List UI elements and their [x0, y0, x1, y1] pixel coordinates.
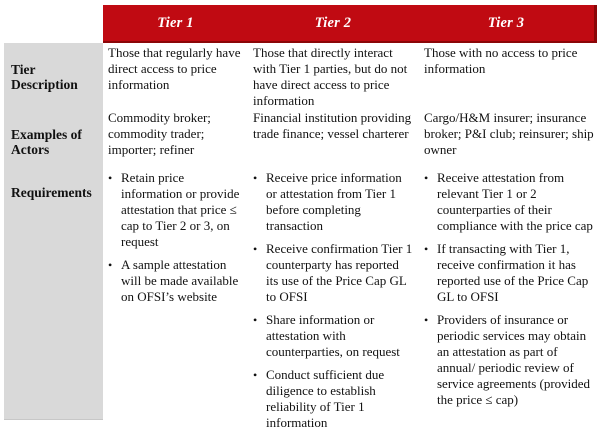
- tier3-requirements-list: [424, 170, 595, 408]
- tier2-requirements-list: [253, 170, 413, 431]
- header-cell-tier-3: Tier 3: [487, 14, 525, 31]
- requirement-text: Receive confirmation Tier 1 counterparty has reported its use of the Price Cap GL to OFSI: [266, 241, 413, 304]
- list-item: [253, 241, 413, 305]
- requirement-text: Conduct sufficient due diligence to establish reliability of Tier 1 information: [266, 367, 385, 430]
- list-item: [253, 312, 413, 360]
- list-item: [424, 170, 595, 234]
- tier2-requirements-cell: [248, 168, 418, 430]
- requirement-text: Retain price information or provide attestation that price ≤ cap to Tier 2 or 3, on request: [121, 170, 240, 249]
- bullet-icon: •: [253, 171, 258, 185]
- table-body: [4, 43, 597, 430]
- tier1-requirements-cell: [103, 168, 248, 420]
- bullet-icon: •: [253, 242, 258, 256]
- tier1-requirements-list: [108, 170, 241, 305]
- row-label-tier-description: Tier Description: [4, 43, 103, 108]
- row-label-requirements: Requirements: [4, 168, 103, 420]
- requirement-text: Receive price information or attestation from Tier 1 before completing transaction: [266, 170, 402, 233]
- bullet-icon: •: [108, 258, 113, 272]
- table-header-row: [103, 5, 597, 43]
- requirement-text: Share information or attestation with counterparties, on request: [266, 312, 400, 359]
- list-item: [253, 367, 413, 431]
- bullet-icon: •: [253, 313, 258, 327]
- bullet-icon: •: [424, 171, 429, 185]
- tier3-actors-cell: Cargo/H&M insurer; insurance broker; P&I club; reinsurer; ship owner: [424, 110, 594, 157]
- requirement-text: Receive attestation from relevant Tier 1 or 2 counterparties of their compliance with the price cap: [437, 170, 593, 233]
- row-label-examples-of-actors: Examples of Actors: [4, 108, 103, 168]
- requirement-text: A sample attestation will be made available on OFSI’s website: [121, 257, 239, 304]
- bullet-icon: •: [253, 368, 258, 382]
- tier1-description-cell: Those that regularly have direct access to price information: [108, 45, 241, 92]
- tier1-actors-cell: Commodity broker; commodity trader; importer; refiner: [108, 110, 211, 157]
- list-item: [108, 170, 241, 250]
- header-cell-tier-2: Tier 2: [314, 14, 352, 31]
- tier2-actors-cell: Financial institution providing trade finance; vessel charterer: [253, 110, 412, 141]
- tier3-description-cell: Those with no access to price information: [424, 45, 578, 76]
- bullet-icon: •: [424, 242, 429, 256]
- bullet-icon: •: [424, 313, 429, 327]
- list-item: [424, 241, 595, 305]
- list-item: [253, 170, 413, 234]
- list-item: [108, 257, 241, 305]
- tier3-requirements-cell: [418, 168, 597, 420]
- requirement-text: If transacting with Tier 1, receive confirmation it has reported use of the Price Cap GL to OFSI: [437, 241, 589, 304]
- list-item: [424, 312, 595, 408]
- header-cell-tier-1: Tier 1: [157, 14, 194, 31]
- bullet-icon: •: [108, 171, 113, 185]
- tier2-description-cell: Those that directly interact with Tier 1 parties, but do not have direct access to price information: [253, 45, 408, 108]
- requirement-text: Providers of insurance or periodic services may obtain an attestation as part of annual/ periodic review of service agreements (provided the price ≤ cap): [437, 312, 591, 407]
